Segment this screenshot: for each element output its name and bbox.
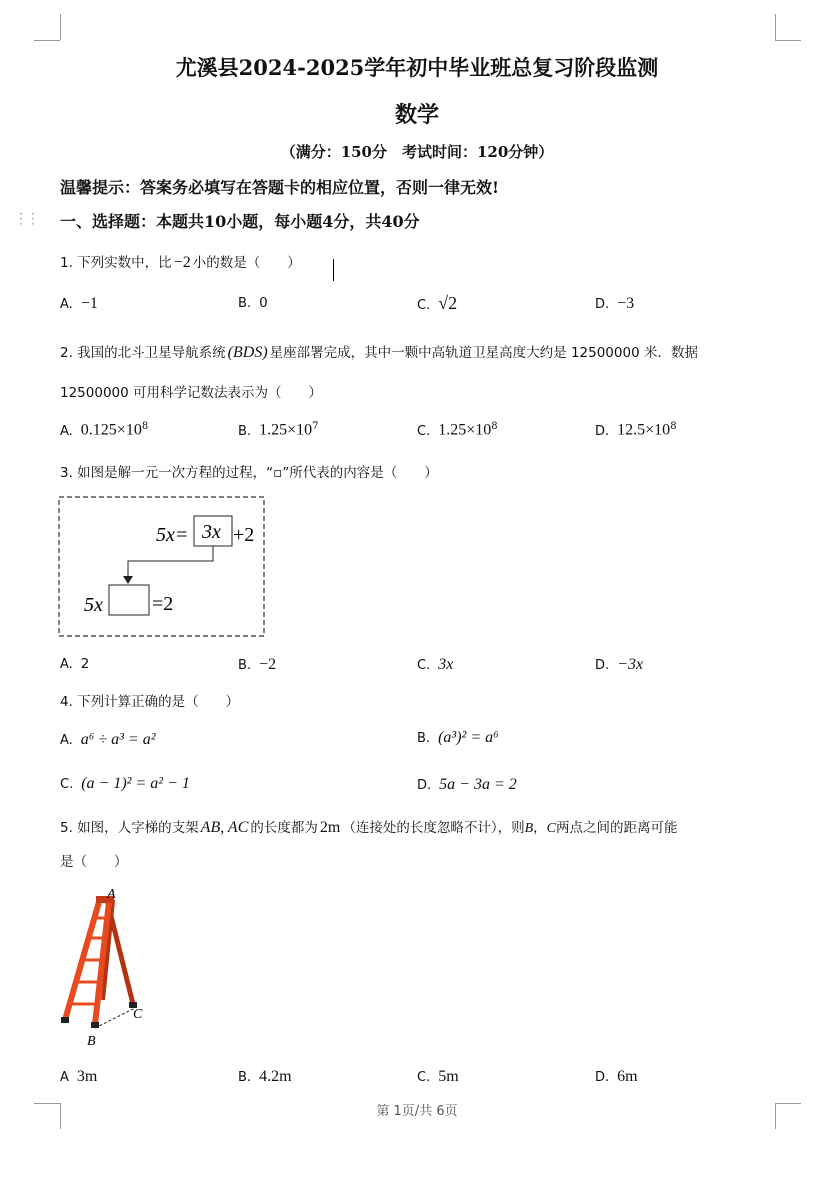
question-2-stem: 2. 我国的北斗卫星导航系统 (BDS) 星座部署完成，其中一颗中高轨道卫星高度大约是 12500000 米．数据 <box>60 344 698 361</box>
question-5-option-b[interactable]: B. 4.2m <box>238 1068 292 1085</box>
question-3-option-a[interactable]: A. 2 <box>60 656 90 672</box>
figure-top-rhs: +2 <box>233 524 255 546</box>
question-4-option-b[interactable]: B. (a³)² = a⁶ <box>417 729 499 746</box>
figure-bottom-rhs: =2 <box>152 593 174 615</box>
question-2-option-d[interactable]: D. $12.5\times 10^8$ <box>595 421 677 439</box>
drag-handle-icon[interactable]: ⋮⋮ <box>14 211 38 227</box>
question-5-option-c[interactable]: C. 5m <box>417 1068 459 1085</box>
question-3-option-c[interactable]: C. 3x <box>417 656 454 673</box>
ladder-label-c: C <box>133 1007 143 1022</box>
question-2-option-a[interactable]: A. $0.125\times 10^8$ <box>60 421 149 439</box>
question-3-stem: 3. 如图是解一元一次方程的过程，“▫”所代表的内容是（ ） <box>60 465 438 481</box>
segment-bc-dashed <box>95 1008 135 1028</box>
score-info: （满分：150分 考试时间：120分钟） <box>280 143 554 161</box>
question-1-option-c[interactable]: C. √2 <box>417 293 458 313</box>
ladder-figure <box>55 882 160 1050</box>
question-1-option-b[interactable]: B. 0 <box>238 295 268 311</box>
ladder-label-a: A <box>107 887 116 902</box>
crop-mark-top-right <box>775 40 801 41</box>
question-5-option-a[interactable]: A 3m <box>60 1068 98 1085</box>
question-1-option-a[interactable]: A. −1 <box>60 295 98 312</box>
ladder-foot <box>61 1017 69 1023</box>
crop-mark-top-left <box>60 14 61 40</box>
question-5-stem-line2: 是（ ） <box>60 854 128 870</box>
equation-figure <box>58 496 266 638</box>
page-title: 尤溪县2024-2025学年初中毕业班总复习阶段监测 <box>175 55 659 80</box>
warm-tip: 温馨提示：答案务必填写在答题卡的相应位置，否则一律无效! <box>60 178 500 197</box>
figure-top-lhs: 5x= <box>156 524 189 546</box>
figure-arrow-line <box>128 546 213 578</box>
question-4-option-d[interactable]: D. 5a − 3a = 2 <box>417 776 517 793</box>
question-3-option-d[interactable]: D. −3x <box>595 656 644 673</box>
crop-mark-top-right <box>775 14 776 40</box>
crop-mark-top-left <box>34 40 60 41</box>
question-3-option-b[interactable]: B. −2 <box>238 656 277 673</box>
page-number-footer: 第 1页/共 6页 <box>376 1104 458 1119</box>
section-title: 一、选择题：本题共10小题，每小题4分，共40分 <box>60 212 420 231</box>
question-5-stem: 5. 如图，人字梯的支架 AB, AC 的长度都为 2m （连接处的长度忽略不计），则B，C两点之间的距离可能 <box>60 819 678 836</box>
subject-title: 数学 <box>394 102 439 128</box>
question-4-stem: 4. 下列计算正确的是（ ） <box>60 694 240 710</box>
question-2-option-c[interactable]: C. $1.25\times 10^8$ <box>417 421 498 439</box>
figure-arrow-head <box>123 576 133 584</box>
figure-box-text: 3x <box>202 521 221 543</box>
question-5-option-d[interactable]: D. 6m <box>595 1068 638 1085</box>
question-4-option-c[interactable]: C. (a − 1)² = a² − 1 <box>60 775 190 792</box>
question-1-option-d[interactable]: D. −3 <box>595 295 635 312</box>
figure-bottom-lhs: 5x <box>84 594 103 616</box>
question-2-stem-line2: 12500000 可用科学记数法表示为（ ） <box>60 385 323 401</box>
figure-empty-box <box>109 585 149 615</box>
question-1-stem: 1. 下列实数中，比 −2 小的数是（ ） <box>60 254 301 271</box>
ladder-label-b: B <box>87 1034 96 1049</box>
question-4-option-a[interactable]: A. a⁶ ÷ a³ = a² <box>60 731 156 748</box>
text-cursor <box>333 259 334 281</box>
question-2-option-b[interactable]: B. $1.25\times 10^7$ <box>238 421 319 439</box>
